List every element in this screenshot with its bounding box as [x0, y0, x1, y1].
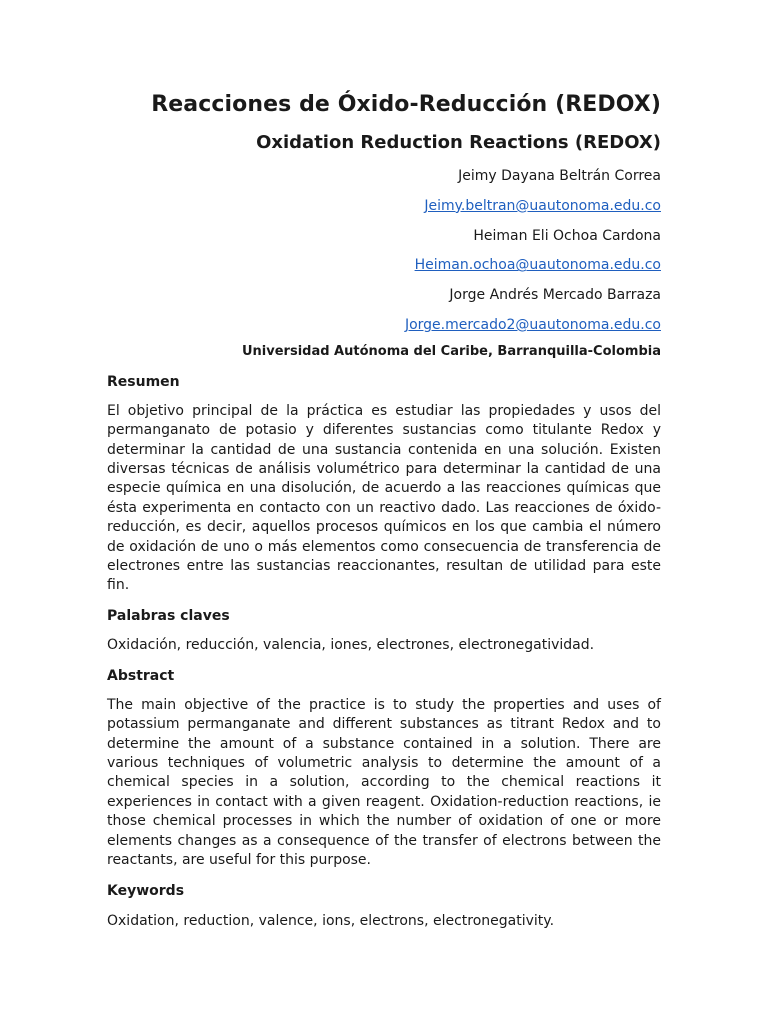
resumen-heading: Resumen [107, 373, 180, 390]
affiliation: Universidad Autónoma del Caribe, Barranquilla-Colombia [241, 343, 661, 359]
palabras-claves-body: Oxidación, reducción, valencia, iones, electrones, electronegatividad. [107, 636, 595, 653]
paper-subtitle: Oxidation Reduction Reactions (REDOX) [256, 132, 661, 153]
author-name: Heiman Eli Ochoa Cardona [473, 227, 661, 244]
paper-page [107, 88, 661, 931]
paper-title: Reacciones de Óxido-Reducción (REDOX) [151, 92, 661, 117]
author-email-link[interactable]: Jeimy.beltran@uautonoma.edu.co [424, 197, 661, 214]
abstract-body: The main objective of the practice is to study the properties and uses of potassium permanganate and different substances as titrant Redox and to determine the amount of a substance contained in a solution. There are various techniques of volumetric analysis to determine the amount of a chemical species in a solution, according to the chemical reactions it experiences in contact with a given reagent. Oxidation-reduction reactions, ie those chemical processes in which the number of oxidation of one or more elements changes as a consequence of the transfer of electrons between the reactants, are useful for this purpose. [107, 696, 661, 869]
author-name: Jeimy Dayana Beltrán Correa [458, 168, 661, 184]
author-name: Jorge Andrés Mercado Barraza [449, 287, 661, 304]
abstract-heading: Abstract [107, 667, 175, 684]
author-list [107, 162, 661, 341]
author-email-link[interactable]: Heiman.ochoa@uautonoma.edu.co [414, 257, 661, 274]
keywords-body: Oxidation, reduction, valence, ions, electrons, electronegativity. [107, 912, 555, 929]
resumen-body: El objetivo principal de la práctica es estudiar las propiedades y usos del permanganato de potasio y diferentes sustancias como titulante Redox y determinar la cantidad de una sustancia contenida en una solución. Existen diversas técnicas de análisis volumétrico para determinar la cantidad de una especie química en una disolución, de acuerdo a las reacciones químicas que ésta experimenta en contacto con un reactivo dado. Las reacciones de óxido-reducción, es decir, aquellos procesos químicos en los que cambia el número de oxidación de uno o más elementos como consecuencia de transferencia de electrones entre las sustancias reaccionantes, resultan de utilidad para este fin. [107, 402, 661, 594]
author-email-link[interactable]: Jorge.mercado2@uautonoma.edu.co [404, 316, 661, 333]
keywords-heading: Keywords [107, 882, 185, 899]
palabras-claves-heading: Palabras claves [107, 607, 230, 624]
